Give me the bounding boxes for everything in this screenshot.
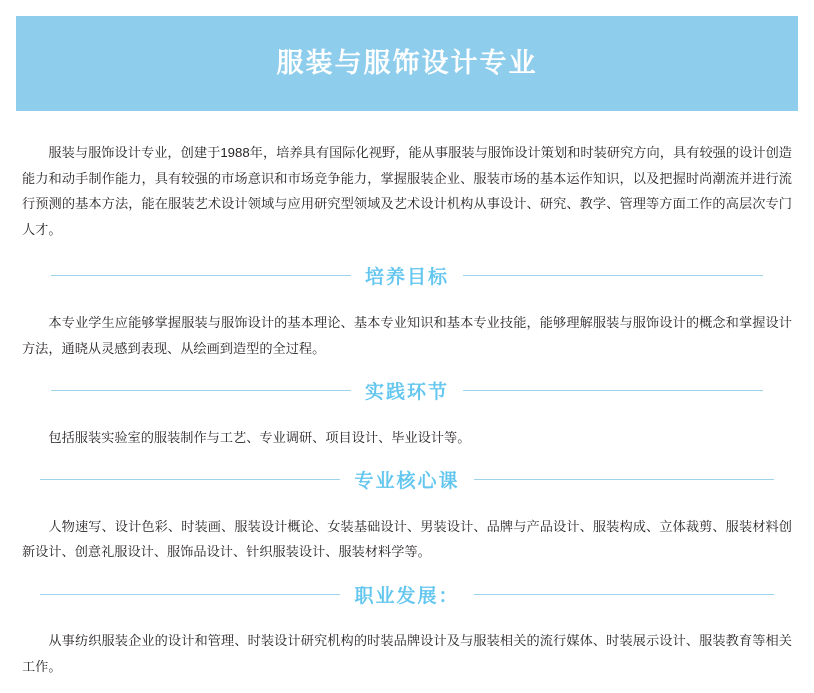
section-title: 专业核心课 <box>354 471 460 493</box>
section-title: 职业发展： <box>354 585 460 607</box>
section-body: 从事纺织服装企业的设计和管理、时装设计研究机构的时装品牌设计及与服装相关的流行媒体、时装展示设计、服装教育等相关工作。 <box>22 633 792 675</box>
section-body: 人物速写、设计色彩、时装画、服装设计概论、女装基础设计、男装设计、品牌与产品设计、服装构成、立体裁剪、服装材料创新设计、创意礼服设计、服饰品设计、针织服装设计、服装材料学等。 <box>22 518 792 560</box>
section-body: 包括服装实验室的服装制作与工艺、专业调研、项目设计、毕业设计等。 <box>48 429 471 445</box>
section-career <box>16 579 798 680</box>
section-title: 培养目标 <box>364 267 449 289</box>
section-title: 实践环节 <box>364 382 449 404</box>
divider-line-left <box>51 390 351 391</box>
page-header-band <box>16 16 798 111</box>
page-content <box>16 126 798 693</box>
section-core-courses <box>16 465 798 566</box>
divider-line-right <box>474 479 774 480</box>
divider-line-right <box>463 390 763 391</box>
section-heading <box>16 261 798 291</box>
section-heading <box>16 465 798 495</box>
divider-line-left <box>51 275 351 276</box>
section-training-goal <box>16 261 798 362</box>
divider-line-left <box>40 594 340 595</box>
divider-line-right <box>463 275 763 276</box>
section-body: 本专业学生应能够掌握服装与服饰设计的基本理论、基本专业知识和基本专业技能，能够理解服装与服饰设计的概念和掌握设计方法，通晓从灵感到表现、从绘画到造型的全过程。 <box>22 315 792 356</box>
section-heading <box>16 376 798 406</box>
intro-paragraph: 服装与服饰设计专业，创建于1988年，培养具有国际化视野，能从事服装与服饰设计策划和时装研究方向，具有较强的设计创造能力和动手制作能力，具有较强的市场意识和市场竞争能力，掌握服装企业、服装市场的基本运作知识，以及把握时尚潮流并进行流行预测的基本方法，能在服装艺术设计领域与应用研究型领域及艺术设计机构从事设计、研究、教学、管理等方面工作的高层次专门人才。 <box>22 145 792 238</box>
section-heading <box>16 579 798 609</box>
section-practice <box>16 376 798 451</box>
divider-line-left <box>40 479 340 480</box>
page-title: 服装与服饰设计专业 <box>276 48 538 78</box>
divider-line-right <box>474 594 774 595</box>
